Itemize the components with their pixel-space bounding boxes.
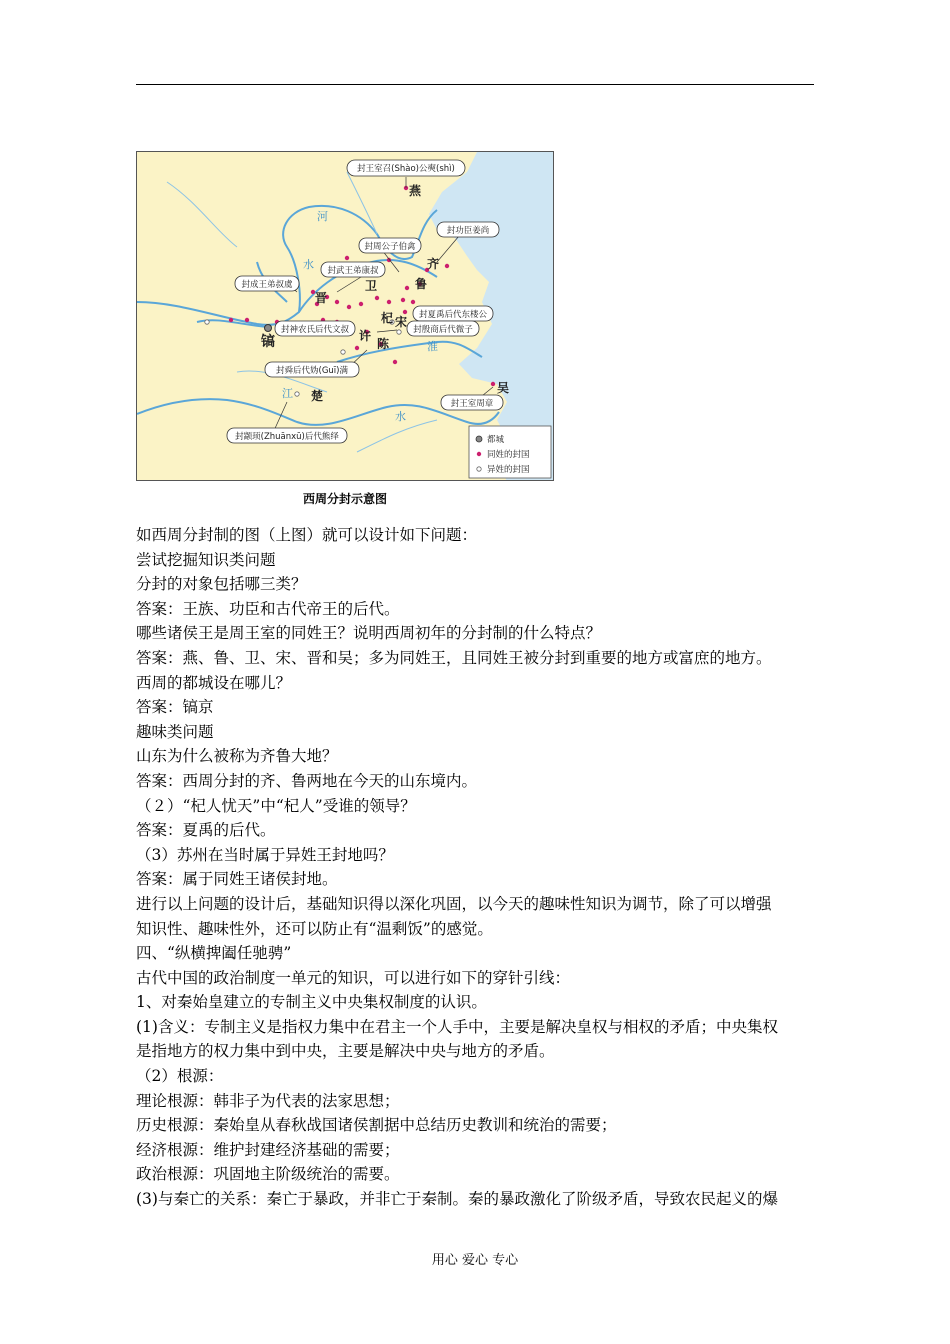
text-line: （3）苏州在当时属于异姓王封地吗？: [136, 845, 394, 864]
label-zhouzhang: 封王室周章: [450, 399, 494, 409]
state-wei: 卫: [365, 279, 378, 293]
text-line: 四、“纵横捭阖任驰骋”: [136, 944, 292, 963]
label-gui: 封舜后代妫(Guī)满: [276, 366, 348, 376]
text-line: 知识性、趣味性外，还可以防止有“温剩饭”的感觉。: [136, 919, 493, 938]
text-line: (3)与秦亡的关系：秦亡于暴政，并非亡于秦制。秦的暴政激化了阶级矛盾，导致农民起义的爆: [136, 1190, 778, 1209]
text-line: 尝试挖掘知识类问题: [136, 550, 276, 569]
state-chen: 陈: [377, 337, 390, 351]
river-huai: 淮: [427, 340, 438, 353]
map-caption: 西周分封示意图: [302, 492, 387, 506]
text-line: 历史根源：秦始皇从春秋战国诸侯割据中总结历史教训和统治的需要；: [136, 1116, 617, 1135]
river-shui2: 水: [395, 410, 406, 423]
label-wenshu: 封神农氏后代文叔: [280, 325, 350, 335]
text-line: （2）根源：: [136, 1067, 224, 1086]
text-line: 西周的都城设在哪儿？: [136, 673, 292, 692]
text-line: 答案：王族、功臣和古代帝王的后代。: [136, 599, 400, 618]
capital-hao-marker: [265, 325, 272, 332]
text-line: 答案：属于同姓王诸侯封地。: [136, 870, 338, 889]
state-qi2: 杞: [381, 311, 394, 325]
state-song: 宋: [395, 315, 408, 329]
body-text: [136, 523, 816, 1212]
river-jiang: 江: [282, 387, 293, 400]
label-shao: 封王室召(Shào)公奭(shì): [357, 164, 455, 174]
text-line: 理论根源：韩非子为代表的法家思想；: [136, 1091, 400, 1110]
text-line: 趣味类问题: [136, 722, 214, 741]
map-figure: [136, 151, 554, 481]
text-line: 山东为什么被称为齐鲁大地？: [136, 747, 338, 766]
label-kangshu: 封武王弟康叔: [327, 266, 379, 276]
text-line: 进行以上问题的设计后，基础知识得以深化巩固，以今天的趣味性知识为调节，除了可以增强: [136, 894, 772, 913]
text-line: (1)含义：专制主义是指权力集中在君主一个人手中，主要是解决皇权与相权的矛盾；中央集权: [136, 1017, 778, 1036]
state-lu: 鲁: [415, 277, 428, 291]
text-line: 答案：镐京: [136, 698, 214, 717]
text-line: 分封的对象包括哪三类？: [136, 575, 307, 594]
label-tangshu: 封成王弟叔虞: [241, 280, 293, 290]
label-jiang: 封功臣姜尚: [446, 226, 490, 236]
legend-diff: 异姓的封国: [487, 465, 530, 475]
legend-capital-icon: [476, 436, 482, 442]
label-donglougong: 封夏禹后代东楼公: [418, 310, 488, 320]
river-shui1: 水: [303, 258, 314, 271]
legend: [469, 426, 551, 478]
legend-capital: 都城: [487, 435, 505, 445]
text-line: 答案：燕、鲁、卫、宋、晋和吴；多为同姓王，且同姓王被分封到重要的地方或富庶的地方。: [136, 648, 772, 667]
page-footer: 用心 爱心 专心: [431, 1253, 519, 1268]
label-weizi: 封殷商后代微子: [413, 325, 473, 335]
state-yan: 燕: [409, 184, 422, 198]
text-line: 政治根源：巩固地主阶级统治的需要。: [136, 1165, 400, 1184]
state-xu: 许: [359, 329, 372, 343]
text-line: （２）“杞人忧天”中“杞人”受谁的领导？: [136, 796, 416, 815]
state-wu: 吴: [497, 381, 510, 395]
text-line: 哪些诸侯王是周王室的同姓王？说明西周初年的分封制的什么特点？: [136, 624, 602, 643]
label-boqin: 封周公子伯禽: [364, 242, 416, 252]
state-chu: 楚: [311, 389, 324, 403]
text-line: 是指地方的权力集中到中央，主要是解决中央与地方的矛盾。: [136, 1042, 555, 1061]
text-line: 答案：夏禹的后代。: [136, 821, 276, 840]
legend-same-icon: [477, 452, 481, 456]
text-line: 1、对秦始皇建立的专制主义中央集权制度的认识。: [136, 993, 487, 1012]
state-qi: 齐: [427, 257, 440, 271]
state-jin: 晋: [315, 291, 328, 305]
river-he: 河: [317, 210, 328, 223]
legend-same: 同姓的封国: [487, 450, 530, 460]
label-xiongyi: 封颛顼(Zhuānxū)后代熊绎: [235, 432, 339, 442]
header-rule: [136, 84, 814, 85]
state-hao: 镐: [261, 334, 275, 350]
text-line: 如西周分封制的图（上图）就可以设计如下问题：: [136, 526, 478, 544]
text-line: 答案：西周分封的齐、鲁两地在今天的山东境内。: [136, 771, 478, 790]
text-line: 古代中国的政治制度一单元的知识，可以进行如下的穿针引线：: [136, 968, 571, 987]
legend-diff-icon: [477, 467, 481, 471]
text-line: 经济根源：维护封建经济基础的需要；: [136, 1140, 400, 1159]
